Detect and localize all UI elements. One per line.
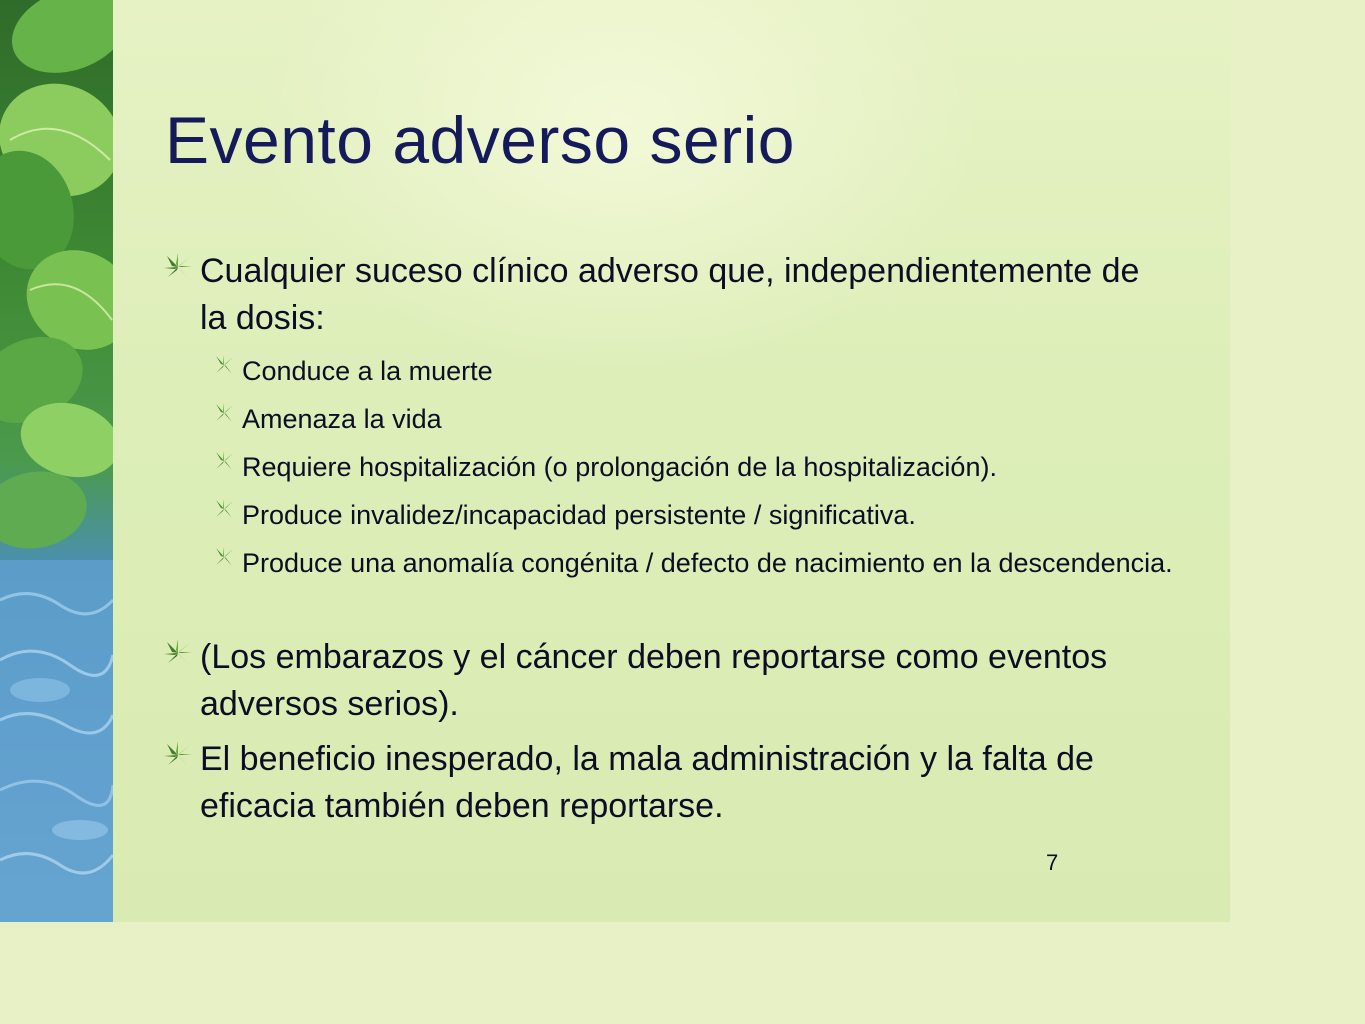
- sub-bullet-text: Conduce a la muerte: [242, 356, 493, 386]
- leaf-bullet-icon: [213, 402, 235, 424]
- sub-bullet-item: [163, 400, 1173, 438]
- bullet-item: [163, 634, 1173, 728]
- sub-bullet-text: Requiere hospitalización (o prolongación de la hospitalización).: [242, 452, 997, 482]
- leaf-bullet-icon: [163, 252, 193, 282]
- slide-title: Evento adverso serio: [165, 103, 796, 177]
- leaf-water-decoration: [0, 0, 113, 922]
- sub-bullet-item: [163, 448, 1173, 486]
- sub-bullet-text: Produce una anomalía congénita / defecto de nacimiento en la descendencia.: [242, 548, 1173, 578]
- leaf-bullet-icon: [163, 740, 193, 770]
- leaf-bullet-icon: [163, 638, 193, 668]
- sub-bullet-item: [163, 352, 1173, 390]
- leaf-bullet-icon: [213, 450, 235, 472]
- leaf-bullet-icon: [213, 354, 235, 376]
- bullet-text: El beneficio inesperado, la mala administración y la falta de eficacia también deben reportarse.: [200, 740, 1094, 825]
- leaf-bullet-icon: [213, 546, 235, 568]
- sub-bullet-text: Produce invalidez/incapacidad persistente / significativa.: [242, 500, 916, 530]
- slide-number: 7: [1046, 850, 1059, 875]
- right-margin: [1230, 0, 1365, 922]
- sub-bullet-text: Amenaza la vida: [242, 404, 442, 434]
- bottom-margin: [0, 922, 1365, 1024]
- sub-bullet-item: [163, 496, 1173, 534]
- bullet-item: [163, 248, 1173, 342]
- slide-content: [163, 248, 1173, 830]
- sub-bullet-item: [163, 544, 1173, 582]
- bullet-text: Cualquier suceso clínico adverso que, independientemente de la dosis:: [200, 252, 1140, 337]
- bullet-text: (Los embarazos y el cáncer deben reportarse como eventos adversos serios).: [200, 638, 1108, 723]
- leaf-image: [0, 0, 113, 922]
- bullet-item: [163, 736, 1173, 830]
- leaf-bullet-icon: [213, 498, 235, 520]
